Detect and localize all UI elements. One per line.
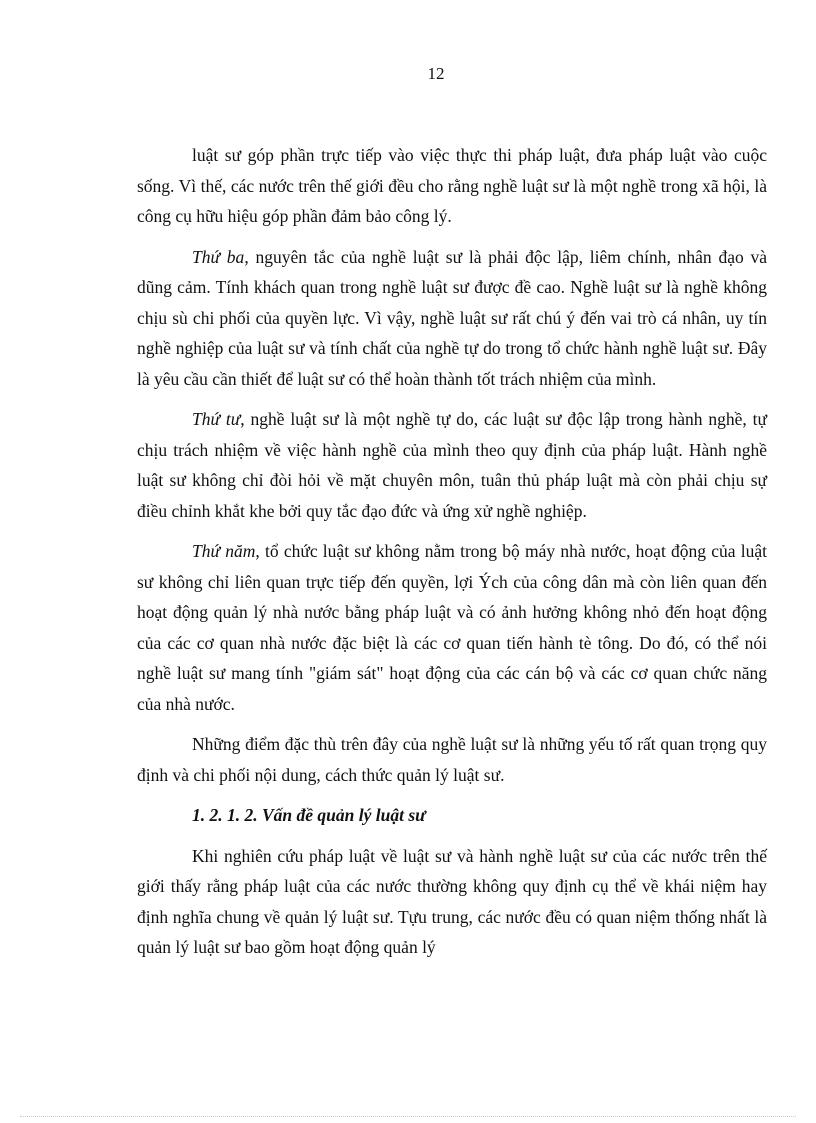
paragraph-text: , tổ chức luật sư không nằm trong bộ máy nhà nước, hoạt động của luật sư không chỉ liên quan trực tiếp đến quyền, lợi Ých của công dân mà còn liên quan đến hoạt động quản lý nhà nước bằng pháp luật và có ảnh hưởng không nhỏ đến hoạt động của các cơ quan nhà nước đặc biệt là các cơ quan tiến hành tè tông. Do đó, có thể nói nghề luật sư mang tính "giám sát" hoạt động của các cán bộ và các cơ quan chức năng của nhà nước. xyxy=(137,541,767,714)
page-bottom-divider xyxy=(20,1116,796,1117)
paragraph-lead: Thứ năm xyxy=(192,541,256,561)
paragraph-summary xyxy=(137,729,767,790)
paragraph-final xyxy=(137,841,767,963)
page-number: 12 xyxy=(427,64,445,83)
paragraph-text: Khi nghiên cứu pháp luật về luật sư và hành nghề luật sư của các nước trên thế giới thấy rằng pháp luật của các nước thường không quy định cụ thể về khái niệm hay định nghĩa chung về quản lý luật sư. Tựu trung, các nước đều có quan niệm thống nhất là quản lý luật sư bao gồm hoạt động quản lý xyxy=(137,845,767,957)
paragraph-thu-tu xyxy=(137,404,767,526)
paragraph-text: luật sư góp phần trực tiếp vào việc thực thi pháp luật, đưa pháp luật vào cuộc sống. Vì thế, các nước trên thế giới đều cho rằng nghề luật sư là một nghề trong xã hội, là công cụ hữu hiệu góp phần đảm bảo công lý. xyxy=(137,145,767,226)
section-heading: 1. 2. 1. 2. Vấn đề quản lý luật sư xyxy=(192,805,426,825)
paragraph-text: , nguyên tắc của nghề luật sư là phải độc lập, liêm chính, nhân đạo và dũng cảm. Tính khách quan trong nghề luật sư được đề cao. Nghề luật sư là nghề không chịu sù chi phối của quyền lực. Vì vậy, nghề luật sư rất chú ý đến vai trò cá nhân, uy tín nghề nghiệp của luật sư và tính chất của nghề tự do trong tổ chức hành nghề luật sư. Đây là yêu cầu cần thiết để luật sư có thể hoàn thành tốt trách nhiệm của mình. xyxy=(137,246,767,389)
paragraph-thu-ba xyxy=(137,242,767,395)
paragraph-continuation xyxy=(137,140,767,232)
document-body xyxy=(137,140,767,973)
paragraph-lead: Thứ ba xyxy=(192,246,245,267)
paragraph-text: , nghề luật sư là một nghề tự do, các luật sư độc lập trong hành nghề, tự chịu trách nhiệm về việc hành nghề của mình theo quy định của pháp luật. Hành nghề luật sư không chỉ đòi hỏi về mặt chuyên môn, tuân thủ pháp luật mà còn phải chịu sự điều chỉnh khắt khe bởi quy tắc đạo đức và ứng xử nghề nghiệp. xyxy=(137,409,767,521)
paragraph-text: Những điểm đặc thù trên đây của nghề luật sư là những yếu tố rất quan trọng quy định và chi phối nội dung, cách thức quản lý luật sư. xyxy=(137,734,767,785)
paragraph-lead: Thứ tư xyxy=(192,409,241,429)
paragraph-thu-nam xyxy=(137,536,767,719)
